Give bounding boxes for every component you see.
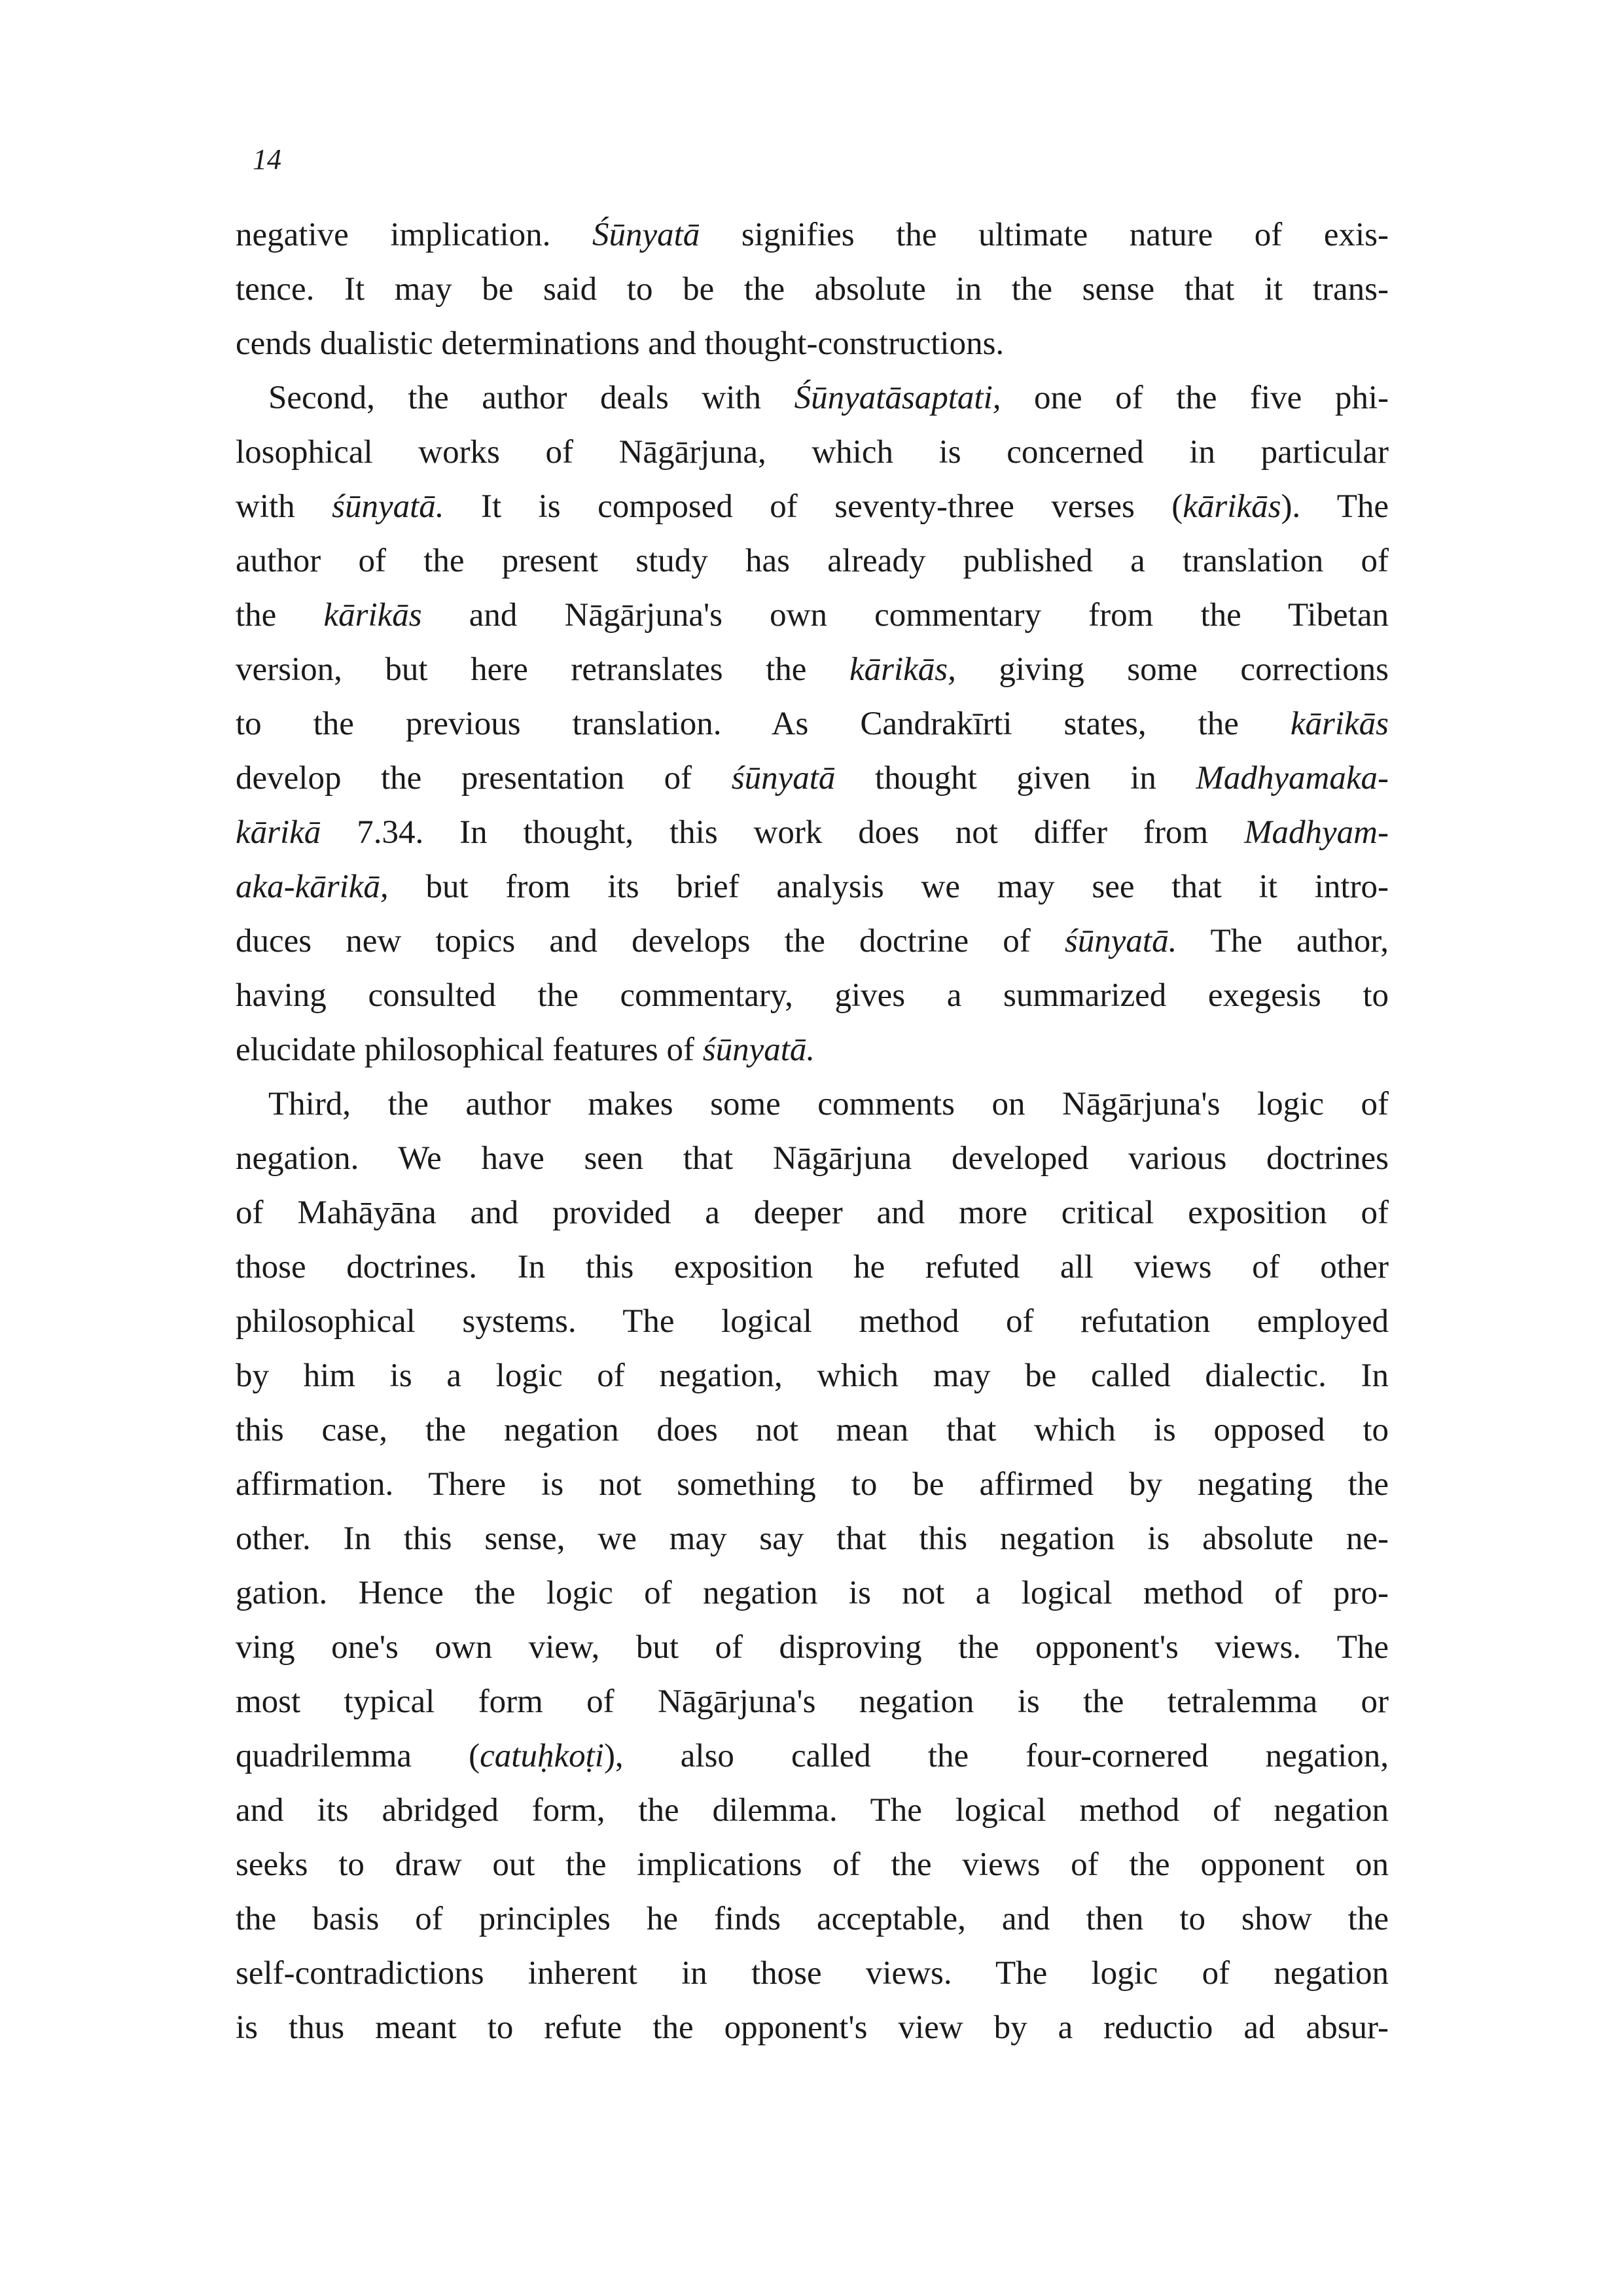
- text-line: [236, 534, 1389, 588]
- italic-term: śūnyatā.: [702, 1031, 815, 1068]
- text-segment: 7.34. In thought, this work does not differ from: [321, 814, 1245, 851]
- text-line: [236, 1403, 1389, 1458]
- text-line: [236, 480, 1389, 534]
- text-segment: tence. It may be said to be the absolute in the sense that it trans-: [236, 271, 1389, 308]
- text-segment: Third, the author makes some comments on Nāgārjuna's logic of: [268, 1086, 1389, 1122]
- italic-term: Madhyam-: [1244, 814, 1389, 851]
- text-segment: duces new topics and develops the doctrine of: [236, 923, 1065, 960]
- text-line: [236, 643, 1389, 697]
- text-segment: It is composed of seventy-three verses (: [444, 488, 1183, 525]
- text-line: [236, 425, 1389, 480]
- text-line: [236, 860, 1389, 914]
- text-segment: giving some corrections: [955, 651, 1389, 688]
- text-segment: is thus meant to refute the opponent's view by a reductio ad absur-: [236, 2009, 1389, 2046]
- text-segment: quadrilemma (: [236, 1738, 480, 1774]
- text-line: [236, 969, 1389, 1023]
- text-segment: cends dualistic determinations and thought-constructions.: [236, 325, 1005, 362]
- italic-term: śūnyatā: [731, 760, 836, 797]
- italic-term: kārikās: [1290, 706, 1389, 742]
- text-segment: this case, the negation does not mean that which is opposed to: [236, 1412, 1389, 1448]
- text-line: [236, 1349, 1389, 1403]
- text-line: [236, 1295, 1389, 1349]
- italic-term: catuḥkoṭi: [480, 1738, 604, 1774]
- text-line: [236, 1675, 1389, 1729]
- text-segment: gation. Hence the logic of negation is not a logical method of pro-: [236, 1575, 1389, 1611]
- text-line: [236, 1892, 1389, 1946]
- text-segment: by him is a logic of negation, which may be called dialectic. In: [236, 1357, 1389, 1394]
- text-segment: having consulted the commentary, gives a summarized exegesis to: [236, 977, 1389, 1014]
- text-segment: seeks to draw out the implications of the views of the opponent on: [236, 1846, 1389, 1883]
- page-number: 14: [253, 143, 281, 175]
- text-segment: those doctrines. In this exposition he refuted all views of other: [236, 1249, 1389, 1285]
- text-line: [236, 1621, 1389, 1675]
- text-segment: thought given in: [835, 760, 1196, 797]
- text-line: [236, 1838, 1389, 1892]
- text-segment: affirmation. There is not something to be affirmed by negating the: [236, 1466, 1389, 1503]
- italic-term: kārikās: [323, 597, 422, 634]
- text-segment: version, but here retranslates the: [236, 651, 849, 688]
- text-line: [236, 1512, 1389, 1566]
- text-line: [236, 697, 1389, 751]
- paragraph: [236, 1077, 1389, 2055]
- text-segment: but from its brief analysis we may see that it intro-: [388, 869, 1389, 905]
- italic-term: Śūnyatā: [592, 217, 700, 253]
- text-line: [236, 751, 1389, 806]
- text-line: [236, 317, 1389, 371]
- text-segment: author of the present study has already published a translation of: [236, 543, 1389, 579]
- text-segment: losophical works of Nāgārjuna, which is concerned in particular: [236, 434, 1389, 471]
- text-segment: to the previous translation. As Candrakīrti states, the: [236, 706, 1291, 742]
- text-segment: negation. We have seen that Nāgārjuna developed various doctrines: [236, 1140, 1389, 1177]
- text-line: [236, 1729, 1389, 1784]
- text-line: [236, 1784, 1389, 1838]
- text-segment: develop the presentation of: [236, 760, 732, 797]
- text-line: [236, 1077, 1389, 1132]
- text-segment: ving one's own view, but of disproving the opponent's views. The: [236, 1629, 1389, 1666]
- text-line: [236, 371, 1389, 425]
- text-line: [236, 262, 1389, 317]
- text-segment: The author,: [1177, 923, 1389, 960]
- text-line: [236, 1240, 1389, 1295]
- text-segment: ). The: [1281, 488, 1389, 525]
- text-segment: most typical form of Nāgārjuna's negation is the tetralemma or: [236, 1683, 1389, 1720]
- italic-term: kārikās: [1183, 488, 1281, 525]
- text-segment: the basis of principles he finds acceptable, and then to show the: [236, 1901, 1389, 1937]
- text-line: [236, 588, 1389, 643]
- text-segment: Second, the author deals with: [268, 380, 794, 416]
- text-line: [236, 1023, 1389, 1077]
- paragraph: [236, 371, 1389, 1077]
- text-line: [236, 1186, 1389, 1240]
- text-segment: one of the five phi-: [1001, 380, 1389, 416]
- text-line: [236, 1458, 1389, 1512]
- italic-term: Śūnyatāsaptati,: [794, 380, 1001, 416]
- italic-term: kārikā: [236, 814, 321, 851]
- text-line: [236, 806, 1389, 860]
- italic-term: Madhyamaka-: [1196, 760, 1389, 797]
- text-segment: of Mahāyāna and provided a deeper and more critical exposition of: [236, 1194, 1389, 1231]
- text-segment: philosophical systems. The logical method of refutation employed: [236, 1303, 1389, 1340]
- text-line: [236, 1946, 1389, 2001]
- text-segment: and its abridged form, the dilemma. The logical method of negation: [236, 1792, 1389, 1829]
- text-line: [236, 1566, 1389, 1621]
- text-line: [236, 1132, 1389, 1186]
- text-line: [236, 914, 1389, 969]
- paragraph: [236, 208, 1389, 371]
- text-segment: ), also called the four-cornered negation,: [603, 1738, 1389, 1774]
- text-segment: elucidate philosophical features of: [236, 1031, 703, 1068]
- text-line: [236, 208, 1389, 262]
- body-text: [236, 208, 1389, 2055]
- italic-term: kārikās,: [849, 651, 956, 688]
- text-segment: the: [236, 597, 324, 634]
- text-line: [236, 2001, 1389, 2055]
- text-segment: other. In this sense, we may say that this negation is absolute ne-: [236, 1520, 1389, 1557]
- italic-term: śūnyatā.: [1064, 923, 1177, 960]
- text-segment: and Nāgārjuna's own commentary from the Tibetan: [421, 597, 1389, 634]
- italic-term: śūnyatā.: [332, 488, 444, 525]
- text-segment: signifies the ultimate nature of exis-: [700, 217, 1389, 253]
- text-segment: with: [236, 488, 332, 525]
- italic-term: aka-kārikā,: [236, 869, 389, 905]
- text-segment: negative implication.: [236, 217, 592, 253]
- text-segment: self-contradictions inherent in those views. The logic of negation: [236, 1955, 1389, 1992]
